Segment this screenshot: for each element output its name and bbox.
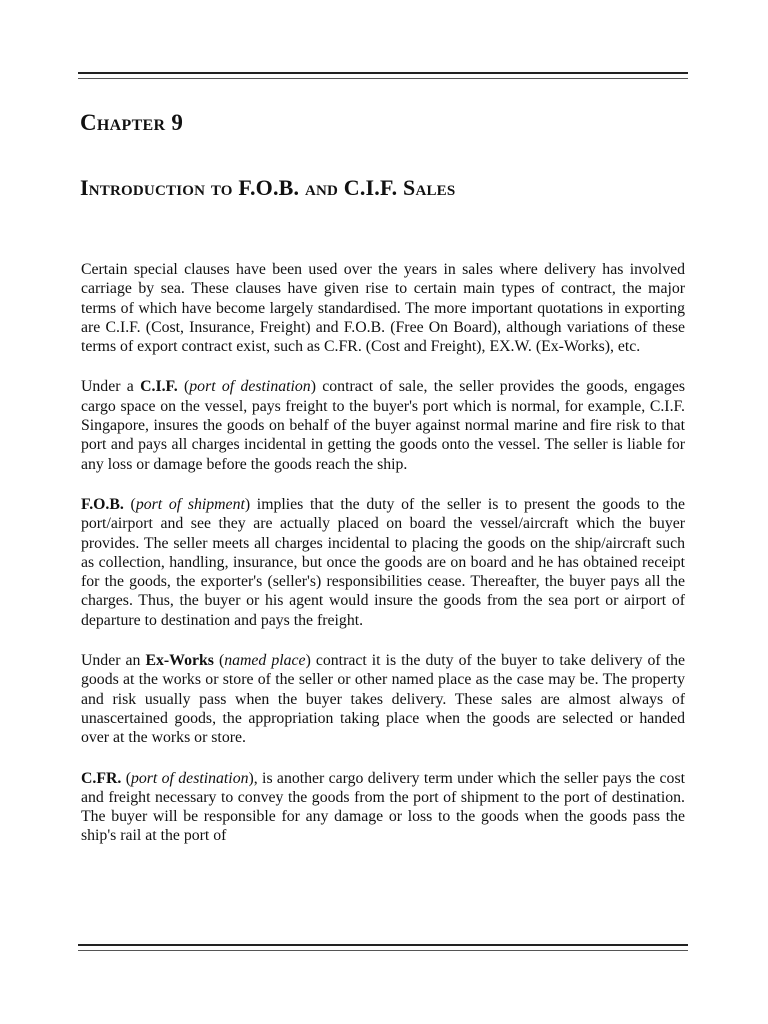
term-cif: C.I.F.: [140, 378, 178, 396]
paragraph-text: (: [177, 378, 190, 396]
term-exworks: Ex-Works: [145, 652, 214, 670]
paragraph-intro: [81, 260, 685, 356]
paragraph-fob: [81, 495, 685, 630]
paragraph-text: ), is another cargo delivery term under which the seller pays the cost and freight necessary to convey the goods from the port of shipment to the port of destination. The buyer will be responsible for any damage or loss to the goods when the goods pass the ship's rail at the port of: [81, 769, 685, 845]
term-cfr: C.FR.: [81, 769, 122, 787]
paragraph-text: (: [213, 652, 225, 670]
chapter-title: Introduction to F.O.B. and C.I.F. Sales: [80, 175, 456, 200]
paragraph-text: (: [121, 769, 131, 787]
paragraph-text: ) contract of sale, the seller provides the goods, engages cargo space on the vessel, pays freight to the buyer's port which is normal, for example, C.I.F. Singapore, insures the goods on behalf of the buyer against normal marine and fire risk to that port and pays all charges incidental in getting the goods onto the vessel. The seller is liable for any loss or damage before the goods reach the ship.: [81, 378, 685, 473]
chapter-heading: Chapter 9: [80, 110, 184, 135]
top-rule: [78, 72, 688, 79]
term-place: port of shipment: [135, 495, 245, 513]
bottom-rule: [78, 944, 688, 951]
paragraph-exworks: [81, 651, 685, 747]
body-text: [81, 260, 685, 867]
paragraph-text: Certain special clauses have been used over the years in sales where delivery has involved carriage by sea. These clauses have given rise to certain main types of contract, the major terms of which have become largely standardised. The more important quotations in exporting are C.I.F. (Cost, Insurance, Freight) and F.O.B. (Free On Board), although variations of these terms of export contract exist, such as C.FR. (Cost and Freight), EX.W. (Ex-Works), etc.: [81, 261, 685, 356]
term-fob: F.O.B.: [81, 495, 124, 513]
paragraph-cfr: [81, 769, 685, 846]
paragraph-text: ) contract it is the duty of the buyer to take delivery of the goods at the works or store of the seller or other named place as the case may be. The property and risk usually pass when the buyer takes delivery. These sales are almost always of unascertained goods, the appropriation taking place when the goods are selected or handed over at the works or store.: [81, 652, 685, 747]
paragraph-text: Under a: [81, 378, 141, 396]
paragraph-cif: [81, 377, 685, 473]
paragraph-text: ) implies that the duty of the seller is to present the goods to the port/airport and see they are actually placed on board the vessel/aircraft which the buyer provides. The seller meets all charges incidental to placing the goods on the ship/aircraft such as collection, handling, insurance, but once the goods are on board and he has obtained receipt for the goods, the exporter's (seller's) responsibilities cease. Thereafter, the buyer pays all the charges. Thus, the buyer or his agent would insure the goods from the sea port or airport of departure to destination and pays the freight.: [81, 495, 685, 629]
term-place: named place: [224, 652, 306, 670]
term-place: port of destination: [130, 769, 249, 787]
paragraph-text: Under an: [81, 652, 146, 670]
paragraph-text: (: [123, 495, 136, 513]
term-place: port of destination: [189, 378, 311, 396]
